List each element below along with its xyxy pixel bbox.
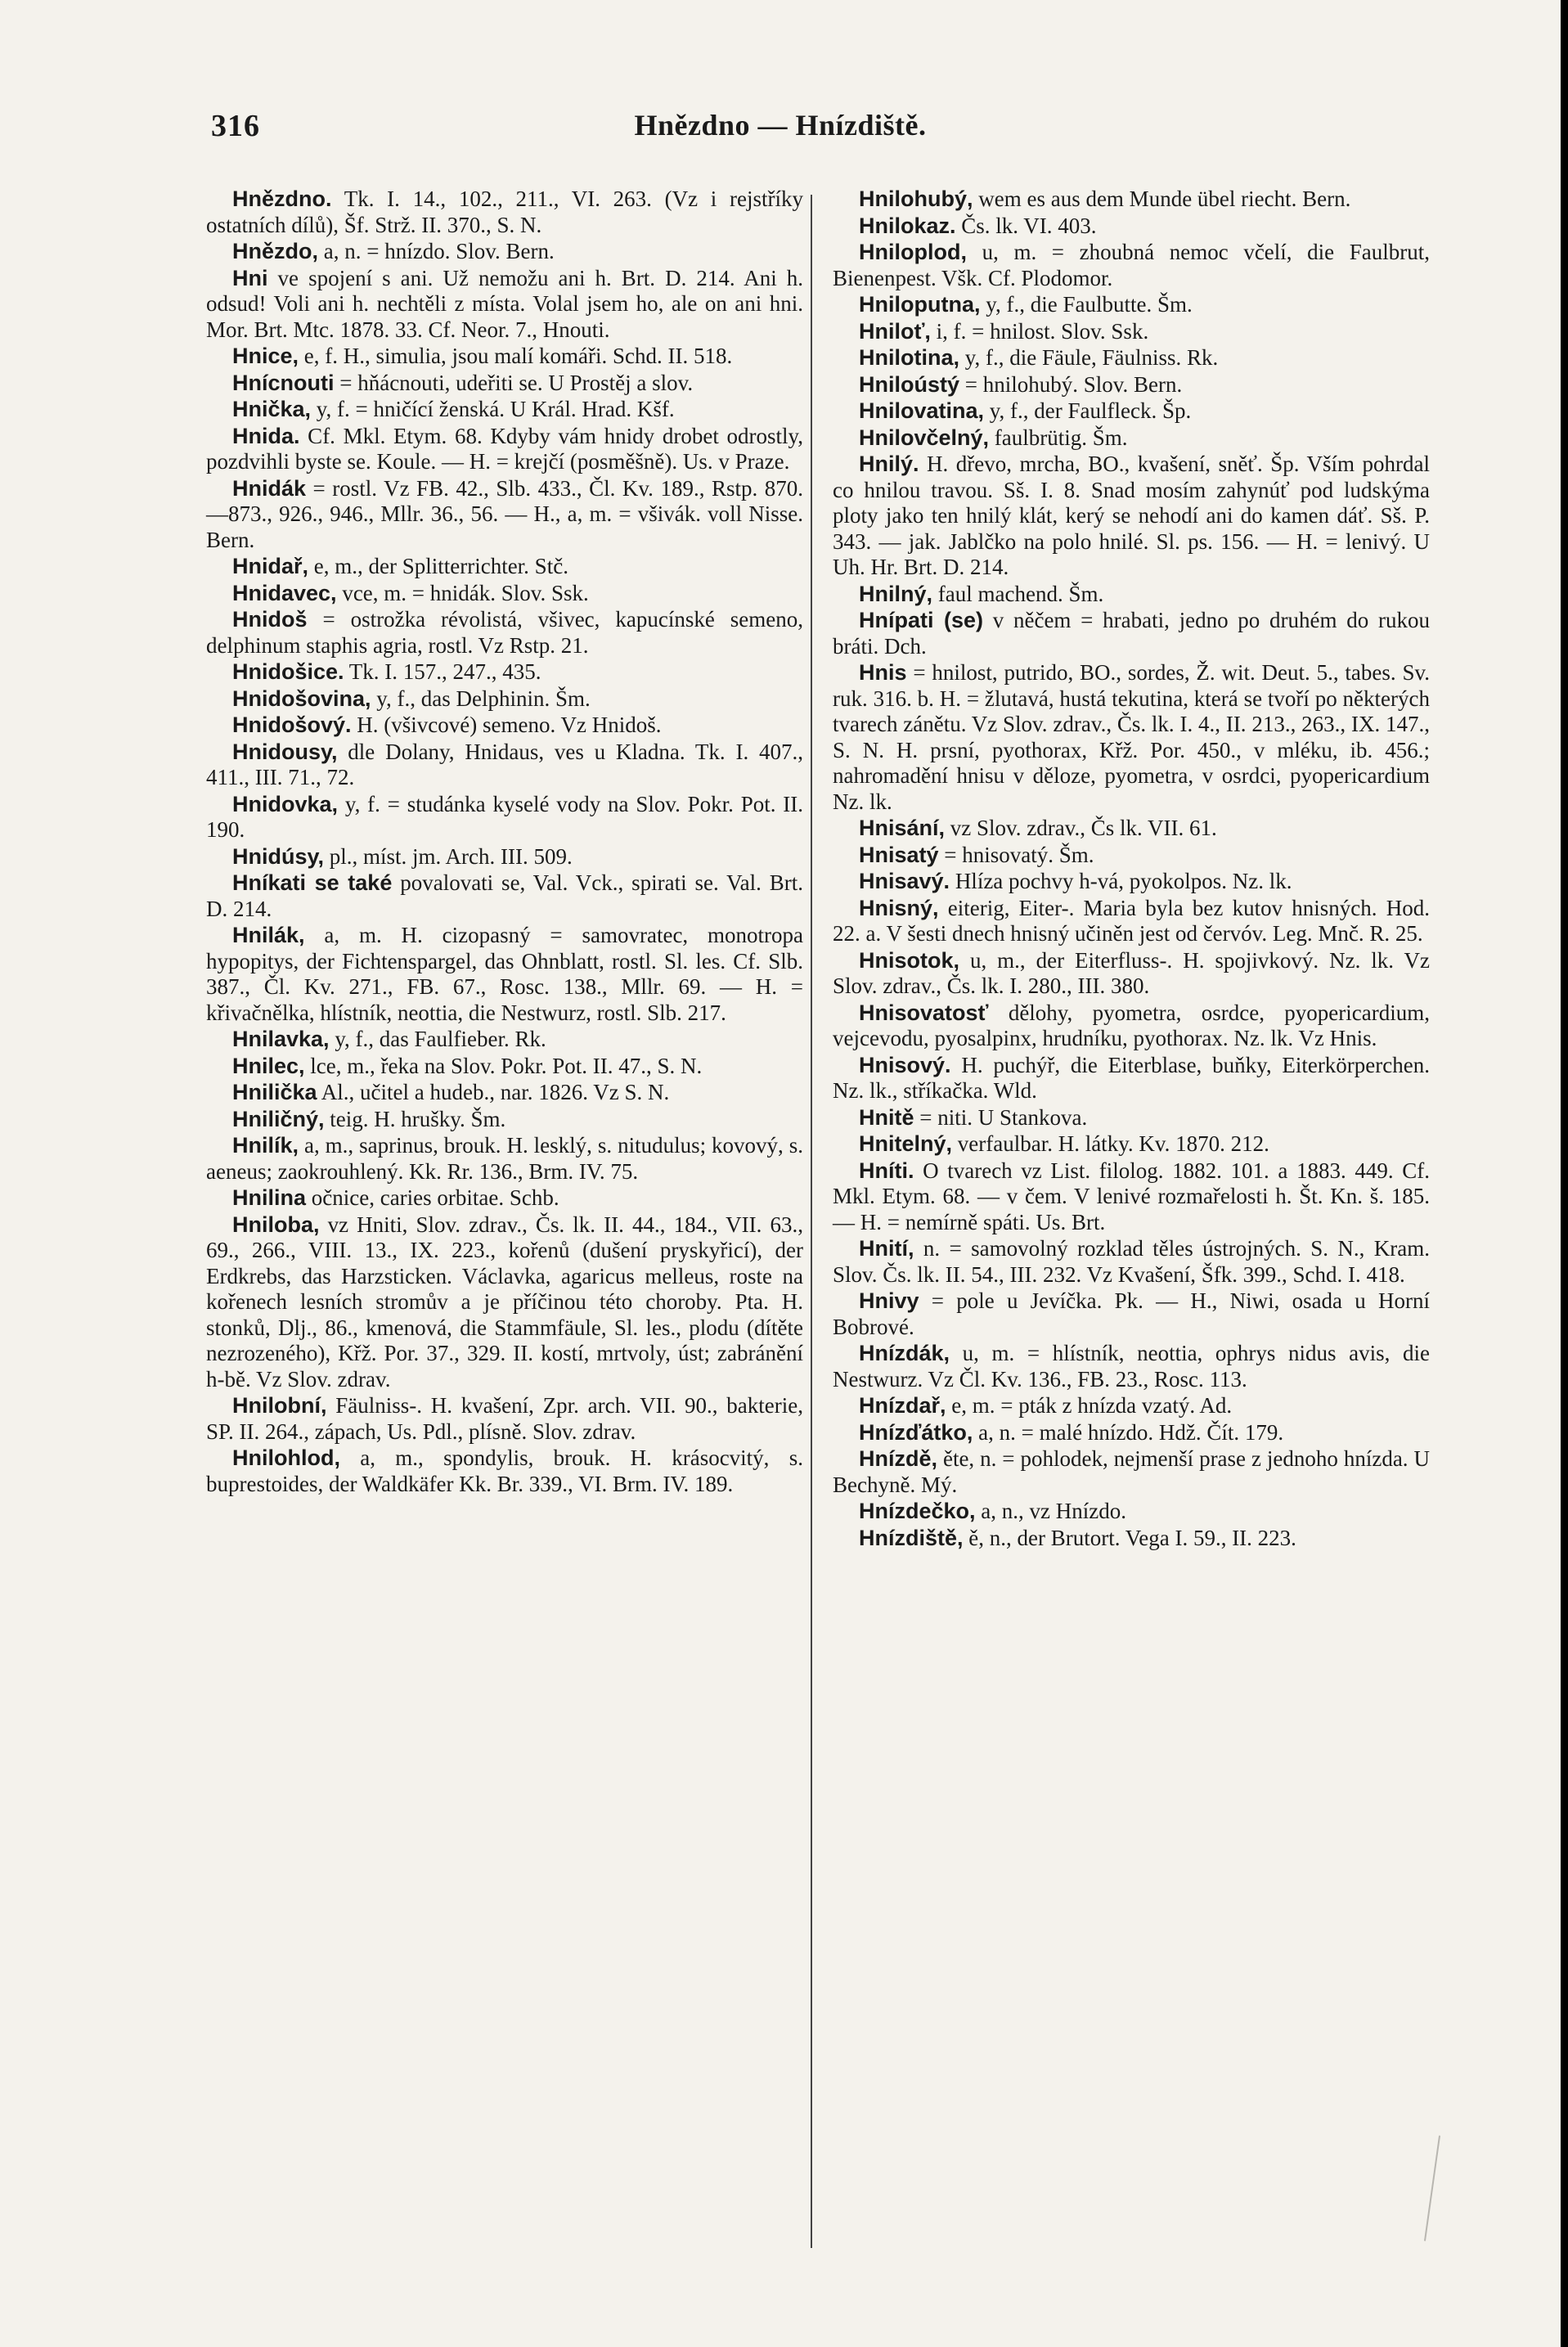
entry-headword: Hnisání, [859,816,946,840]
entry-definition: ě, n., der Brutort. Vega I. 59., II. 223. [963,1525,1296,1550]
entry-headword: Hnidošový. [232,713,352,737]
dictionary-entry [206,1027,803,1053]
left-column [206,187,803,1498]
dictionary-entry [833,660,1430,815]
entry-headword: Hnízdečko, [859,1499,976,1523]
dictionary-entry [833,425,1430,452]
entry-headword: Hnisný, [859,895,939,920]
dictionary-entry [206,1054,803,1080]
entry-definition: dělohy, pyometra, osrdce, pyopericardium, vejcevodu, pyosalpinx, hrudníku, pyothorax. Nz. lk. Vz Hnis. [833,1000,1430,1050]
dictionary-entry [206,1133,803,1185]
entry-headword: Hniloba, [232,1212,320,1237]
entry-definition: povalovati se, Val. Vck., spirati se. Val. Brt. D. 214. [206,870,804,921]
dictionary-entry [206,844,803,870]
entry-headword: Hnití, [859,1236,914,1261]
entry-definition: faulbrütig. Šm. [989,425,1128,450]
entry-headword: Hnidař, [232,554,309,578]
entry-definition: vz Hniti, Slov. zdrav., Čs. lk. II. 44., 184., VII. 63., 69., 266., VIII. 13., IX. 223., kořenů (dušení pryskyřicí), der Erdkrebs, das Harzsticken. Václavka, agaricus melleus, roste na kořenech lesních stromův a je příčinou této choroby. Pta. H. stonků, Dlj., 86., kmenová, die Stammfäule, Sl. les., plodu (dítěte nezrozeného), Křž. Por. 37., 329. II. kostí, mrtvoly, úst; zabránění h-bě. Vz Slov. zdrav. [206,1212,803,1392]
entry-headword: Hniloústý [859,371,960,397]
entry-definition: Al., učitel a hudeb., nar. 1826. Vz S. N. [317,1080,670,1104]
dictionary-entry [833,1499,1430,1525]
entry-definition: = ostrožka révolistá, všivec, kapucínské semeno, delphinum staphis agria, rostl. Vz Rstp. 21. [206,607,803,658]
entry-definition: y, f. = hničící ženská. U Král. Hrad. Kšf. [311,397,675,421]
dictionary-entry [206,1107,803,1133]
entry-headword: Hnilovčelný, [859,425,990,450]
entry-headword: Hnízdiště, [859,1525,964,1550]
entry-definition: a, m. H. cizopasný = samovratec, monotropa hypopitys, der Fichtenspargel, das Ohnblatt, rostl. Sl. les. Cf. Slb. 387., Čl. Kv. 271., FB. 67., Rosc. 138., Mllr. 69. — H. = křivačnělka, hlístník, neottia, die Nestwurz, rostl. Slb. 217. [206,923,803,1025]
entry-headword: Hníti. [859,1158,914,1183]
entry-definition: y, f. = studánka kyselé vody na Slov. Pokr. Pot. II. 190. [206,791,803,842]
entry-headword: Hnidošice. [232,659,344,684]
entry-definition: teig. H. hrušky. Šm. [324,1106,506,1131]
entry-headword: Hnida. [232,423,300,448]
entry-definition: a, m., saprinus, brouk. H. lesklý, s. nitudulus; kovový, s. aeneus; zaokrouhlený. Kk. Rr. 136., Brm. IV. 75. [206,1133,803,1184]
dictionary-entry [833,1341,1430,1392]
entry-definition: vce, m. = hnidák. Slov. Ssk. [336,580,589,605]
dictionary-entry [833,292,1430,318]
entry-definition: a, n. = malé hnízdo. Hdž. Čít. 179. [973,1419,1284,1445]
dictionary-entry [833,1393,1430,1419]
entry-headword: Hni [232,265,268,290]
entry-definition: Čs. lk. VI. 403. [955,213,1097,238]
dictionary-entry [206,1393,803,1445]
entry-headword: Hniličný, [232,1106,325,1131]
running-head: Hnězdno — Hnízdiště. [634,109,927,142]
entry-definition: Hlíza pochvy h-vá, pyokolpos. Nz. lk. [950,869,1292,893]
entry-definition: lce, m., řeka na Slov. Pokr. Pot. II. 47., S. N. [304,1053,703,1078]
entry-headword: Hnilík, [232,1133,299,1158]
entry-headword: Hnilohlod, [232,1446,340,1470]
entry-definition: = pole u Jevíčka. Pk. — H., Niwi, osada u Horní Bobrové. [833,1288,1430,1339]
dictionary-entry [833,240,1430,291]
entry-definition: O tvarech vz List. filolog. 1882. 101. a 1883. 449. Cf. Mkl. Etym. 68. — v čem. V lenivé rozmařelosti h. Št. Kn. š. 185. — H. = nemírně spáti. Us. Brt. [833,1158,1430,1234]
entry-definition: ve spojení s ani. Už nemožu ani h. Brt. D. 214. Ani h. odsud! Voli ani h. nechtěli z místa. Volal jsem ho, ale on ani hni. Mor. Brt. Mtc. 1878. 33. Cf. Neor. 7., Hnouti. [206,265,803,342]
entry-definition: u, m., der Eiterfluss-. H. spojivkový. Nz. lk. Vz Slov. zdrav., Čs. lk. I. 280., III. 380. [833,947,1430,998]
entry-headword: Hnisatý [859,842,939,867]
dictionary-entry [833,1420,1430,1446]
entry-headword: Hnilec, [232,1053,305,1078]
entry-definition: y, f., das Faulfieber. Rk. [329,1027,546,1051]
entry-definition: H. puchýř, die Eiterblase, buňky, Eiterkörperchen. Nz. lk., stříkačka. Wld. [833,1052,1430,1103]
entry-headword: Hnilý. [859,452,919,476]
dictionary-entry [206,1185,803,1212]
entry-headword: Hnilovatina, [859,398,985,423]
dictionary-entry [206,1446,803,1497]
entry-definition: faul machend. Šm. [932,581,1104,606]
entry-headword: Hnícnouti [232,370,335,395]
entry-headword: Hnilokaz. [859,213,956,238]
entry-headword: Hnípati (se) [859,608,983,632]
entry-headword: Hnitě [859,1104,914,1130]
entry-definition: = rostl. Vz FB. 42., Slb. 433., Čl. Kv. 189., Rstp. 870.—873., 926., 946., Mllr. 36., 56. — H., a, m. = všivák. voll Nisse. Bern. [206,475,803,552]
right-column [833,187,1430,1552]
entry-definition: i, f. = hnilost. Slov. Ssk. [930,318,1149,344]
entry-definition: n. = samovolný rozklad těles ústrojných. S. N., Kram. Slov. Čs. lk. II. 54., III. 232. Vz Kvašení, Šfk. 399., Schd. I. 418. [833,1236,1430,1287]
dictionary-entry [833,452,1430,581]
scan-artifact-mark [1424,2135,1440,2241]
entry-headword: Hnidousy, [232,739,338,764]
entry-definition: e, m. = pták z hnízda vzatý. Ad. [946,1393,1233,1418]
entry-headword: Hnízdě, [859,1446,938,1471]
entry-definition: pl., míst. jm. Arch. III. 509. [324,843,573,869]
entry-headword: Hnidúsy, [232,843,325,869]
entry-definition: H. dřevo, mrcha, BO., kvašení, sněť. Šp. Vším pohrdal co hnilou travou. Sš. I. 8. Snad mosím zahynúť pod ludskýma ploty jako ten hnilý klát, kerý se nehodí ani do kamen dáť. Sš. P. 343. — jak. Jablčko na polo hnilé. Sl. ps. 156. — H. = lenivý. U Uh. Hr. Brt. D. 214. [833,452,1430,579]
entry-headword: Hnisavý. [859,869,950,893]
entry-headword: Hnidavec, [232,580,337,605]
entry-headword: Hniloputna, [859,292,981,317]
dictionary-entry [833,1105,1430,1131]
entry-definition: v něčem = hrabati, jedno po druhém do rukou bráti. Dch. [833,608,1430,659]
dictionary-entry [206,686,803,713]
dictionary-entry [833,1158,1430,1236]
dictionary-entry [833,398,1430,425]
entry-headword: Hnězdno. [232,187,332,211]
entry-definition: y, f., der Faulfleck. Šp. [984,398,1192,423]
dictionary-entry [206,713,803,739]
dictionary-entry [206,239,803,265]
dictionary-entry [206,581,803,607]
entry-headword: Hnilobní, [232,1393,327,1418]
entry-headword: Hnilavka, [232,1027,330,1051]
dictionary-entry [833,372,1430,398]
page-header [0,108,1561,149]
entry-headword: Hnilina [232,1185,307,1210]
dictionary-entry [833,1000,1430,1052]
dictionary-entry [206,1080,803,1106]
entry-definition: = hnisovatý. Šm. [938,842,1094,867]
dictionary-entry [833,948,1430,1000]
entry-headword: Hnis [859,660,907,685]
entry-headword: Hnilička [232,1080,317,1104]
entry-headword: Hnitelný, [859,1131,953,1156]
entry-headword: Hnidošovina, [232,686,371,711]
entry-headword: Hníkati se také [232,870,393,895]
entry-headword: Hnízdák, [859,1341,950,1365]
entry-definition: dle Dolany, Hnidaus, ves u Kladna. Tk. I. 407., 411., III. 71., 72. [206,739,803,789]
entry-headword: Hnidák [232,475,307,501]
page-number: 316 [211,109,260,143]
dictionary-entry [833,1446,1430,1498]
entry-definition: u, m. = hlístník, neottia, ophrys nidus avis, die Nestwurz. Vz Čl. Kv. 136., FB. 23., Rosc. 113. [833,1341,1430,1392]
dictionary-entry [206,740,803,791]
dictionary-entry [833,896,1430,947]
entry-definition: Fäulniss-. H. kvašení, Zpr. arch. VII. 90., bakterie, SP. II. 264., zápach, Us. Pdl., plísně. Slov. zdrav. [206,1393,803,1444]
entry-definition: = niti. U Stankova. [914,1104,1088,1130]
dictionary-entry [206,344,803,370]
entry-headword: Hnička, [232,397,312,421]
dictionary-entry [833,869,1430,895]
dictionary-entry [833,816,1430,842]
entry-definition: = hnilohubý. Slov. Bern. [959,371,1183,397]
dictionary-entry [833,1526,1430,1552]
dictionary-entry [833,1131,1430,1158]
dictionary-entry [206,424,803,475]
dictionary-entry [833,187,1430,213]
entry-definition: vz Slov. zdrav., Čs lk. VII. 61. [945,816,1217,840]
dictionary-entry [833,345,1430,371]
dictionary-entry [206,266,803,344]
entry-definition: u, m. = zhoubná nemoc včelí, die Faulbrut, Bienenpest. Všk. Cf. Plodomor. [833,240,1430,290]
entry-headword: Hnězdo, [232,239,318,263]
entry-definition: Tk. I. 157., 247., 435. [344,659,541,684]
dictionary-entry [206,187,803,238]
column-divider [811,195,812,2248]
entry-definition: e, f. H., simulia, jsou malí komáři. Schd. II. 518. [299,344,733,368]
entry-headword: Hnidovka, [232,791,339,816]
entry-definition: eiterig, Eiter-. Maria byla bez kutov hnisných. Hod. 22. a. V šesti dnech hnisný učiněn jest od červóv. Leg. Mnč. R. 25. [833,895,1430,946]
entry-headword: Hnilotina, [859,345,959,370]
dictionary-entry [206,554,803,580]
dictionary-entry [206,371,803,397]
dictionary-entry [833,1053,1430,1104]
entry-definition: y, f., das Delphinin. Šm. [371,686,591,711]
entry-definition: wem es aus dem Munde übel riecht. Bern. [973,187,1351,211]
entry-headword: Hnice, [232,344,299,368]
entry-headword: Hnilohubý, [859,187,973,211]
entry-headword: Hnisovatosť [859,1000,989,1025]
dictionary-entry [206,870,803,922]
entry-definition: očnice, caries orbitae. Schb. [306,1185,559,1210]
dictionary-entry [833,608,1430,659]
dictionary-entry [833,1236,1430,1288]
entry-headword: Hniloť, [859,318,931,344]
entry-definition: y, f., die Faulbutte. Šm. [980,292,1193,317]
entry-definition: Tk. I. 14., 102., 211., VI. 263. (Vz i rejstříky ostatních dílů), Šf. Strž. II. 370., S. N. [206,187,803,237]
entry-headword: Hnisový. [859,1052,951,1077]
entry-headword: Hnilný, [859,581,933,606]
dictionary-entry [833,319,1430,345]
entry-headword: Hnilák, [232,923,305,947]
dictionary-entry [206,607,803,659]
dictionary-entry [833,214,1430,240]
entry-headword: Hniloplod, [859,240,967,264]
dictionary-entry [206,476,803,554]
dictionary-entry [206,1212,803,1393]
dictionary-entry [206,397,803,423]
entry-definition: H. (všivcové) semeno. Vz Hnidoš. [351,713,662,737]
entry-definition: a, m., spondylis, brouk. H. krásocvitý, s. buprestoides, der Waldkäfer Kk. Br. 339., VI. Brm. IV. 189. [206,1446,803,1496]
dictionary-entry [833,1288,1430,1340]
entry-headword: Hnízdař, [859,1393,946,1418]
entry-definition: y, f., die Fäule, Fäulniss. Rk. [959,345,1219,370]
dictionary-entry [206,659,803,686]
entry-headword: Hnivy [859,1288,919,1313]
entry-definition: verfaulbar. H. látky. Kv. 1870. 212. [952,1131,1269,1156]
entry-definition: e, m., der Splitterrichter. Stč. [308,554,568,578]
entry-definition: a, n. = hnízdo. Slov. Bern. [318,239,555,263]
entry-headword: Hnidoš [232,607,308,632]
entry-headword: Hnisotok, [859,947,960,973]
entry-definition: ěte, n. = pohlodek, nejmenší prase z jednoho hnízda. U Bechyně. Mý. [833,1446,1430,1497]
entry-definition: = hňácnouti, udeřiti se. U Prostěj a slov. [334,370,694,395]
entry-definition: Cf. Mkl. Etym. 68. Kdyby vám hnidy drobet odrostly, pozdvihli byste se. Koule. — H. = krejčí (posměšně). Us. v Praze. [206,423,803,474]
dictionary-entry [833,582,1430,608]
entry-definition: = hnilost, putrido, BO., sordes, Ž. wit. Deut. 5., tabes. Sv. ruk. 316. b. H. = žlutavá, hustá tekutina, která se tvoří po některých tvarech zánětu. Vz Slov. zdrav., Čs. lk. I. 4., II. 213., 263., IX. 147., S. N. H. prsní, pyothorax, Křž. Por. 450., v mléku, ib. 456.; nahromadění hnisu v děloze, pyometra, v osrdci, pyopericardium Nz. lk. [833,660,1430,814]
entry-headword: Hnízďátko, [859,1419,973,1445]
dictionary-entry [833,843,1430,869]
entry-definition: a, n., vz Hnízdo. [975,1499,1126,1523]
dictionary-entry [206,792,803,843]
dictionary-entry [206,923,803,1026]
